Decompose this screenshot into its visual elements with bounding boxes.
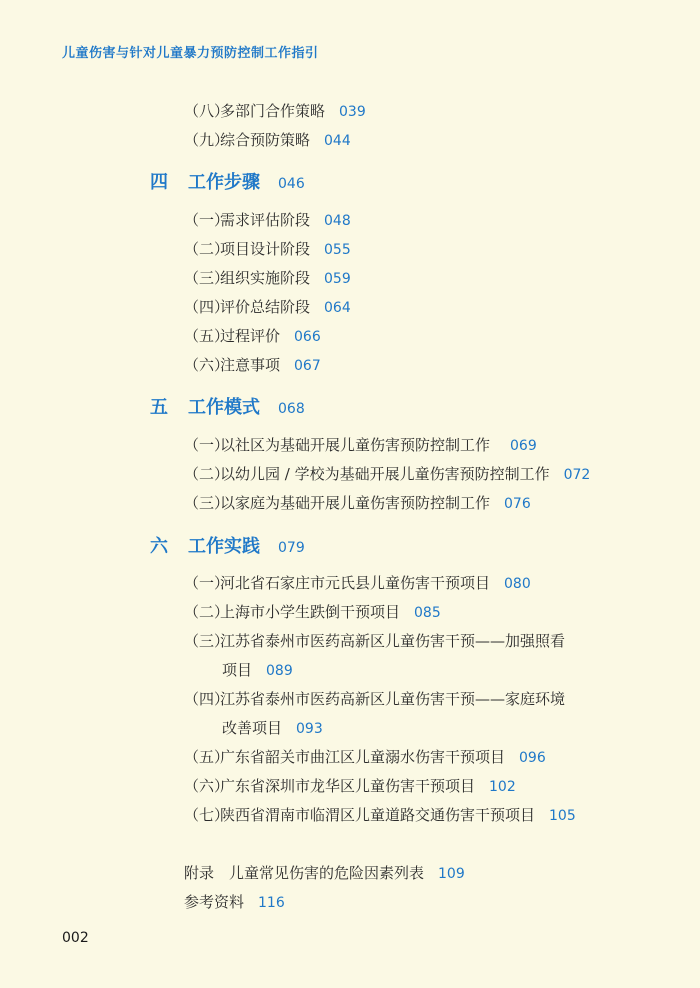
section-number: 四 [150,172,168,193]
toc-entry-label: （三） [184,269,230,287]
toc-entry-title: 以幼儿园 / 学校为基础开展儿童伤害预防控制工作 [220,465,550,483]
toc-entry-page: 064 [324,300,351,316]
toc-entry-title: 过程评价 [220,327,281,345]
toc-entry-label: （一） [184,574,230,592]
toc-entry[interactable] [184,327,321,346]
toc-entry[interactable] [184,269,351,288]
toc-entry-title-cont: 改善项目 [222,719,283,737]
toc-entry-page: 069 [510,438,537,454]
toc-entry-title: 项目设计阶段 [220,240,311,258]
toc-entry-title: 江苏省泰州市医药高新区儿童伤害干预——家庭环境 [220,690,566,708]
toc-entry-page: 072 [563,467,591,483]
toc-entry[interactable] [184,211,351,230]
toc-entry[interactable] [184,777,516,796]
toc-entry-appendix[interactable] [184,864,465,883]
running-head: 儿童伤害与针对儿童暴力预防控制工作指引 [62,46,319,61]
toc-section-heading[interactable] [150,536,305,559]
toc-entry-title: 以家庭为基础开展儿童伤害预防控制工作 [220,494,491,512]
toc-entry-title: 附录 儿童常见伤害的危险因素列表 [184,864,425,882]
toc-entry-label: （四） [184,690,230,708]
toc-entry-label: （二） [184,240,230,258]
toc-section-heading[interactable] [150,172,305,195]
toc-entry-label: （五） [184,748,230,766]
toc-entry[interactable] [184,436,537,455]
section-page: 068 [278,401,305,417]
toc-entry-page: 109 [438,866,465,882]
toc-entry-label: （三） [184,632,230,650]
toc-entry-page: 044 [324,133,351,149]
toc-entry-page: 076 [504,496,531,512]
section-title: 工作实践 [188,536,260,557]
toc-entry-title: 广东省深圳市龙华区儿童伤害干预项目 [220,777,476,795]
toc-entry-label: （五） [184,327,230,345]
toc-entry-references[interactable] [184,893,285,912]
toc-entry[interactable] [184,632,565,650]
toc-entry-title: 多部门合作策略 [220,102,326,120]
toc-section-heading[interactable] [150,397,305,420]
section-page: 079 [278,540,305,556]
toc-entry[interactable] [184,240,351,259]
section-number: 六 [150,536,168,557]
toc-entry-title-cont: 项目 [222,661,253,679]
toc-entry-label: （四） [184,298,230,316]
toc-entry-label: （六） [184,356,230,374]
toc-entry[interactable] [184,748,546,767]
toc-entry-title: 参考资料 [184,893,245,911]
toc-entry-label: （六） [184,777,230,795]
toc-entry-title: 以社区为基础开展儿童伤害预防控制工作 [220,436,491,454]
toc-entry-page: 039 [339,104,366,120]
page-number: 002 [62,930,89,946]
toc-entry-page: 055 [324,242,351,258]
toc-entry-page: 093 [296,721,323,737]
section-title: 工作步骤 [188,172,260,193]
toc-entry-page: 080 [504,576,531,592]
toc-entry[interactable] [184,806,576,825]
section-number: 五 [150,397,168,418]
toc-entry-page: 116 [258,895,285,911]
toc-entry-page: 048 [324,213,351,229]
toc-entry-title: 河北省石家庄市元氏县儿童伤害干预项目 [220,574,491,592]
toc-entry-title: 广东省韶关市曲江区儿童溺水伤害干预项目 [220,748,506,766]
toc-entry[interactable] [184,574,531,593]
toc-entry[interactable] [184,690,565,708]
toc-entry-title: 注意事项 [220,356,281,374]
toc-entry[interactable] [184,131,351,150]
toc-entry-page: 105 [549,808,576,824]
toc-entry-title: 组织实施阶段 [220,269,311,287]
toc-entry-title: 陕西省渭南市临渭区儿童道路交通伤害干预项目 [220,806,536,824]
toc-entry-page: 066 [294,329,321,345]
toc-entry-title: 需求评估阶段 [220,211,311,229]
toc-entry-title: 综合预防策略 [220,131,311,149]
toc-entry-title: 上海市小学生跌倒干预项目 [220,603,401,621]
toc-entry-label: （八） [184,102,230,120]
toc-entry[interactable] [184,494,531,513]
toc-entry[interactable] [184,465,590,484]
toc-entry-label: （二） [184,603,230,621]
toc-entry[interactable] [184,298,351,317]
toc-entry-page: 067 [294,358,321,374]
toc-entry[interactable] [184,603,441,622]
toc-entry-label: （一） [184,436,230,454]
toc-entry-page: 085 [414,605,441,621]
section-title: 工作模式 [188,397,260,418]
toc-entry-page: 089 [266,663,293,679]
toc-entry-label: （二） [184,465,230,483]
toc-entry-page: 059 [324,271,351,287]
toc-entry[interactable] [184,356,321,375]
section-page: 046 [278,176,305,192]
toc-entry-continuation[interactable] [222,661,293,680]
toc-entry-page: 096 [519,750,546,766]
toc-entry-label: （三） [184,494,230,512]
toc-entry-title: 江苏省泰州市医药高新区儿童伤害干预——加强照看 [220,632,566,650]
toc-entry-continuation[interactable] [222,719,323,738]
toc-entry-label: （一） [184,211,230,229]
toc-entry-label: （七） [184,806,230,824]
toc-entry[interactable] [184,102,366,121]
toc-entry-page: 102 [489,779,516,795]
toc-entry-title: 评价总结阶段 [220,298,311,316]
toc-entry-label: （九） [184,131,230,149]
